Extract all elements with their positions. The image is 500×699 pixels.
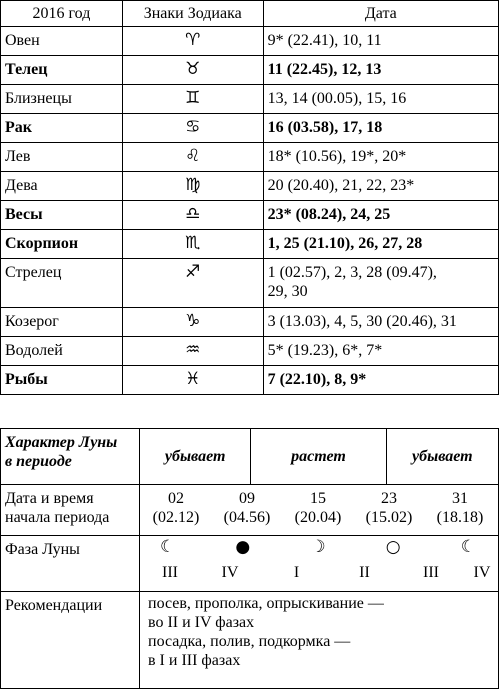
period-time: (20.04) bbox=[294, 509, 342, 526]
phase-grid bbox=[140, 536, 499, 592]
dates-line: 13, 14 (00.05), 15, 16 bbox=[267, 90, 407, 107]
sign-dates bbox=[263, 56, 498, 85]
zodiac-row bbox=[1, 366, 499, 395]
dates-line: 1 (02.57), 2, 3, 28 (09.47), bbox=[267, 264, 437, 281]
zodiac-symbol-icon: ♓ bbox=[122, 366, 263, 395]
sign-name: Весы bbox=[1, 201, 123, 230]
phase-word-waning-1: убывает bbox=[140, 429, 251, 485]
zodiac-row bbox=[1, 172, 499, 201]
waning-crescent-icon: ☾ bbox=[460, 537, 476, 557]
dates-line: 7 (22.10), 8, 9* bbox=[267, 371, 367, 388]
sign-dates bbox=[263, 337, 498, 366]
dates-line: 9* (22.41), 10, 11 bbox=[267, 32, 382, 49]
phase-icons bbox=[140, 536, 498, 560]
period-time: (02.12) bbox=[152, 509, 200, 526]
phase-number: IV bbox=[221, 564, 239, 581]
phase-number: III bbox=[423, 564, 439, 581]
sign-dates bbox=[263, 143, 498, 172]
moon-recommendation-row bbox=[1, 592, 499, 689]
zodiac-row bbox=[1, 230, 499, 259]
moon-datetime-row bbox=[1, 485, 499, 536]
character-label-line2: в периоде bbox=[5, 453, 72, 470]
zodiac-symbol-icon: ♉ bbox=[122, 56, 263, 85]
dates-line: 18* (10.56), 19*, 20* bbox=[267, 148, 407, 165]
period-day: 02 bbox=[168, 490, 184, 507]
dates-line: 29, 30 bbox=[267, 283, 308, 300]
zodiac-symbol-icon: ♐ bbox=[122, 259, 263, 308]
moon-character-row bbox=[1, 429, 499, 485]
dates-line: 20 (20.40), 21, 22, 23* bbox=[267, 177, 415, 194]
datetime-label-line1: Дата и время bbox=[5, 490, 94, 507]
zodiac-symbol-icon: ♋ bbox=[122, 114, 263, 143]
sign-name: Рыбы bbox=[1, 366, 123, 395]
recommendations-label: Рекомендации bbox=[1, 592, 140, 689]
zodiac-row bbox=[1, 143, 499, 172]
datetime-label-line2: начала периода bbox=[5, 509, 110, 526]
sign-dates bbox=[263, 366, 498, 395]
sign-dates bbox=[263, 308, 498, 337]
period-time: (18.18) bbox=[436, 509, 484, 526]
phase-label: Фаза Луны bbox=[1, 536, 140, 592]
zodiac-row bbox=[1, 114, 499, 143]
phase-number: IV bbox=[473, 564, 491, 581]
sign-name: Телец bbox=[1, 56, 123, 85]
zodiac-symbol-icon: ♍ bbox=[122, 172, 263, 201]
sign-name: Лев bbox=[1, 143, 123, 172]
sign-name: Дева bbox=[1, 172, 123, 201]
phase-word-waxing: растет bbox=[251, 429, 386, 485]
zodiac-row bbox=[1, 85, 499, 114]
waxing-crescent-icon: ☽ bbox=[310, 537, 326, 557]
sign-dates bbox=[263, 259, 498, 308]
sign-name: Стрелец bbox=[1, 259, 123, 308]
moon-table bbox=[0, 428, 499, 689]
zodiac-row bbox=[1, 308, 499, 337]
full-moon-icon: ○ bbox=[385, 537, 401, 557]
sign-dates bbox=[263, 114, 498, 143]
dates-line: 16 (03.58), 17, 18 bbox=[267, 119, 383, 136]
dates-line: 11 (22.45), 12, 13 bbox=[267, 61, 382, 78]
period-day: 09 bbox=[239, 490, 255, 507]
sign-name: Козерог bbox=[1, 308, 123, 337]
zodiac-symbol-icon: ♈ bbox=[122, 27, 263, 56]
phase-roman-numerals bbox=[140, 560, 498, 585]
zodiac-symbol-icon: ♌ bbox=[122, 143, 263, 172]
recommendation-line: посев, прополка, опрыскивание — bbox=[148, 595, 384, 612]
zodiac-symbol-icon: ♒ bbox=[122, 337, 263, 366]
zodiac-symbol-icon: ♊ bbox=[122, 85, 263, 114]
phase-number: II bbox=[359, 564, 370, 581]
dates-line: 23* (08.24), 24, 25 bbox=[267, 206, 391, 223]
zodiac-symbol-icon: ♎ bbox=[122, 201, 263, 230]
sign-name: Близнецы bbox=[1, 85, 123, 114]
zodiac-row bbox=[1, 201, 499, 230]
dates-line: 1, 25 (21.10), 26, 27, 28 bbox=[267, 235, 423, 252]
sign-name: Скорпион bbox=[1, 230, 123, 259]
period-time: (15.02) bbox=[365, 509, 413, 526]
date-header: Дата bbox=[263, 1, 498, 27]
dates-line: 3 (13.03), 4, 5, 30 (20.46), 31 bbox=[267, 313, 457, 330]
sign-name: Рак bbox=[1, 114, 123, 143]
waning-crescent-icon: ☾ bbox=[160, 537, 176, 557]
recommendation-line: во II и IV фазах bbox=[148, 614, 255, 631]
character-label bbox=[1, 429, 140, 485]
zodiac-symbol-icon: ♏ bbox=[122, 230, 263, 259]
sign-dates bbox=[263, 27, 498, 56]
zodiac-row bbox=[1, 337, 499, 366]
period-column bbox=[430, 489, 490, 527]
zodiac-row bbox=[1, 56, 499, 85]
signs-header: Знаки Зодиака bbox=[122, 1, 263, 27]
period-column bbox=[288, 489, 348, 527]
period-day: 15 bbox=[310, 490, 326, 507]
period-dates bbox=[140, 485, 498, 527]
recommendations-text bbox=[140, 592, 499, 689]
zodiac-row bbox=[1, 259, 499, 308]
sign-dates bbox=[263, 201, 498, 230]
phase-number: I bbox=[293, 564, 300, 581]
sign-dates bbox=[263, 172, 498, 201]
period-time: (04.56) bbox=[223, 509, 271, 526]
year-header: 2016 год bbox=[1, 1, 123, 27]
zodiac-row bbox=[1, 27, 499, 56]
sign-dates bbox=[263, 85, 498, 114]
phase-number: III bbox=[162, 564, 178, 581]
moon-phase-row bbox=[1, 536, 499, 592]
recommendation-line: в I и III фазах bbox=[148, 652, 241, 669]
character-label-line1: Характер Луны bbox=[5, 434, 118, 451]
period-column bbox=[217, 489, 277, 527]
sign-dates bbox=[263, 230, 498, 259]
phase-word-waning-2: убывает bbox=[386, 429, 498, 485]
sign-name: Водолей bbox=[1, 337, 123, 366]
dates-line: 5* (19.23), 6*, 7* bbox=[267, 342, 383, 359]
period-day: 23 bbox=[381, 490, 397, 507]
period-column bbox=[146, 489, 206, 527]
datetime-grid bbox=[140, 485, 499, 536]
period-day: 31 bbox=[452, 490, 468, 507]
zodiac-header-row bbox=[1, 1, 499, 27]
datetime-label bbox=[1, 485, 140, 536]
recommendation-line: посадка, полив, подкормка — bbox=[148, 633, 351, 650]
sign-name: Овен bbox=[1, 27, 123, 56]
zodiac-symbol-icon: ♑ bbox=[122, 308, 263, 337]
period-column bbox=[359, 489, 419, 527]
new-moon-icon: ● bbox=[235, 537, 251, 557]
